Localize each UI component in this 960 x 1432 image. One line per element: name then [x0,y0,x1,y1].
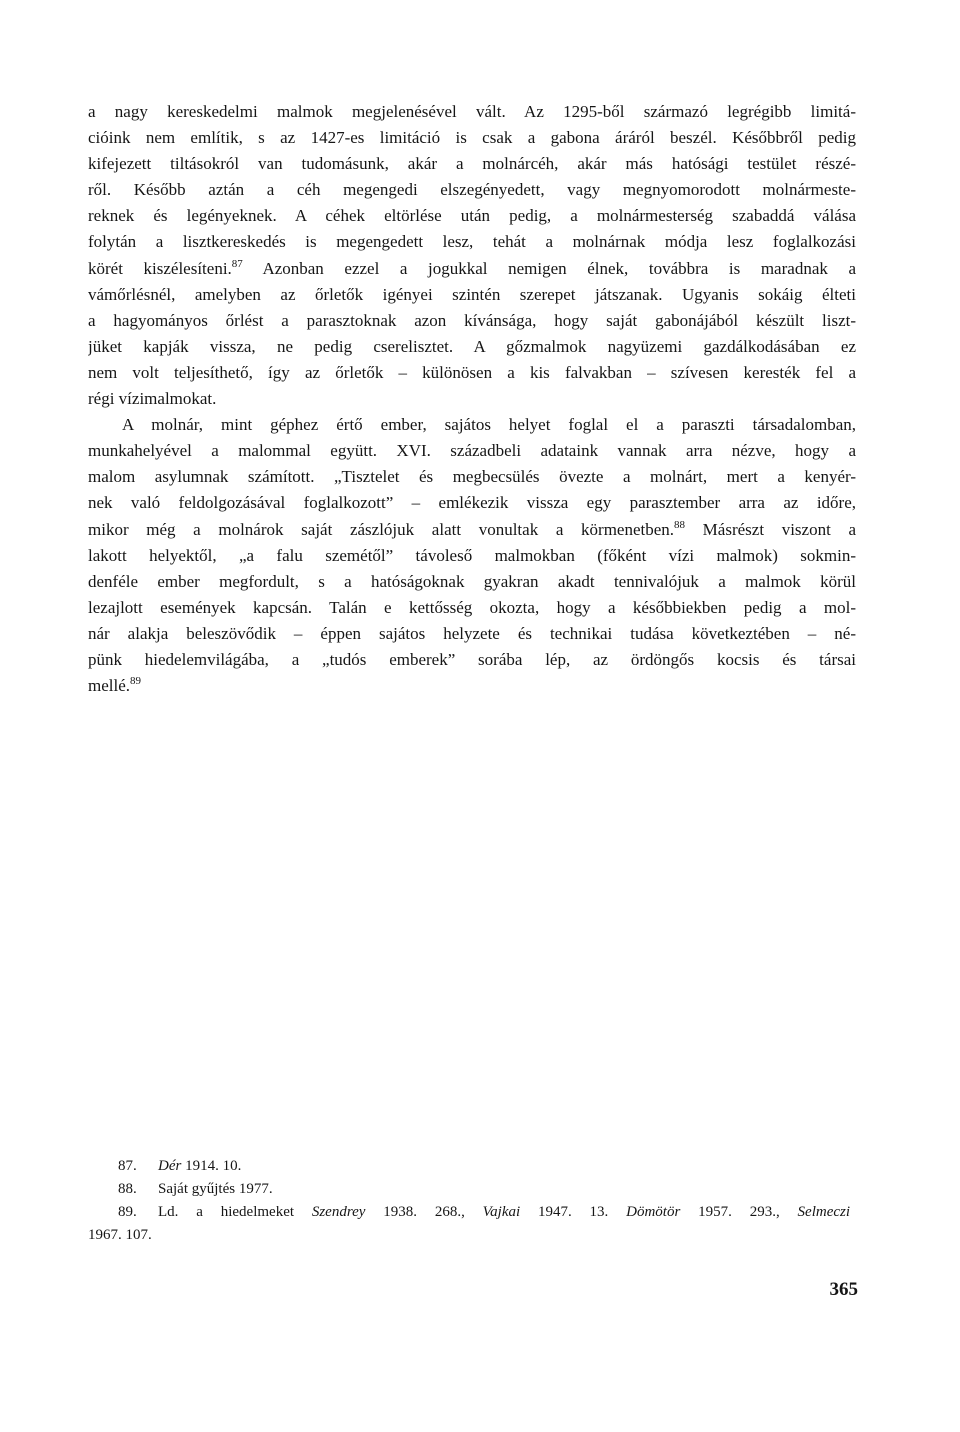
text-line [88,125,856,151]
footnote-text [158,1178,850,1201]
footnote-author: Vajkai [482,1204,521,1220]
paragraph [88,99,856,412]
line-text: malom asylumnak számított. „Tisztelet és megbecsülés övezte a molnárt, mert a kenyér- [88,467,856,487]
line-text: nem volt teljesíthető, így az őrletők – különösen a kis falvakban – szívesen keresték fel a [88,362,856,382]
footnote-number: 89. [118,1204,137,1220]
text-line [88,256,856,282]
line-text: régi vízimalmokat. [88,389,217,409]
line-text: körét kiszélesíteni. [88,258,232,278]
footnote-text [158,1201,850,1224]
footnote [88,1155,850,1178]
footnote-number: 88. [118,1181,137,1197]
paragraph [88,412,856,699]
text-line [88,543,856,569]
footnote-author: Selmeczi [797,1204,850,1220]
text-line [88,569,856,595]
text-line [88,99,856,125]
footnote-reference: 89 [130,675,142,688]
line-text: nek való feldolgozásával foglalkozott” – emlékezik vissza egy parasztember arra az időre, [88,493,856,513]
text-line [88,438,856,464]
line-text-continued: Azonban ezzel a jogukkal nemigen élnek, továbbra is maradnak a [242,258,856,278]
text-line [88,490,856,516]
text-line [88,308,856,334]
line-text: folytán a lisztkereskedés is megengedett lesz, tehát a molnárnak módja lesz foglalkozási [88,232,856,252]
line-text: nár alakja beleszövődik – éppen sajátos helyzete és technikai tudása következtében – né- [88,623,856,643]
footnote-segment: 1914. 10. [181,1158,242,1174]
page-number: 365 [829,1279,858,1300]
text-line [88,229,856,255]
line-text: a hagyományos őrlést a parasztoknak azon kívánsága, hogy saját gabonájából készült liszt- [88,310,856,330]
line-text: mikor még a molnárok saját zászlójuk alatt vonultak a körmenetben. [88,519,675,539]
footnote-reference: 87 [231,257,243,270]
line-text: vámőrlésnél, amelyben az őrletők igényei szintén szerepet játszanak. Ugyanis sokáig élteti [88,284,856,304]
line-text: lezajlott események kapcsán. Talán e kettősség okozta, hogy a későbbiekben pedig a mol- [88,597,856,617]
footnote-reference: 88 [674,518,686,531]
text-line [88,360,856,386]
text-line [88,517,856,543]
footnote-segment: 1938. 268., [365,1204,483,1220]
text-line [88,464,856,490]
footnote [88,1201,850,1224]
footnote-author: Dömötör [626,1204,681,1220]
line-text: a nagy kereskedelmi malmok megjelenésével vált. Az 1295-ből származó legrégibb limitá- [88,102,856,121]
footnote-author: Szendrey [311,1204,366,1220]
text-line [88,595,856,621]
line-text: jüket kapják vissza, ne pedig cserelisztet. A gőzmalmok nagyüzemi gazdálkodásában ez [88,336,856,356]
footnote-segment: Ld. a hiedelmeket [158,1204,312,1220]
footnote-continuation: 1967. 107. [88,1227,152,1243]
text-line [88,647,856,673]
text-line [88,177,856,203]
line-text: ről. Később aztán a céh megengedi elszegényedett, vagy megnyomorodott molnármeste- [88,180,856,200]
line-text: munkahelyével a malommal együtt. XVI. századbeli adataink vannak arra nézve, hogy a [88,441,856,461]
line-text-continued: Másrészt viszont a [685,519,856,539]
text-line [88,621,856,647]
footnote-author: Dér [158,1158,182,1174]
footnote-segment: Saját gyűjtés 1977. [158,1181,273,1197]
body-text [88,99,856,699]
text-line [88,334,856,360]
footnote [88,1178,850,1201]
text-line [88,673,856,699]
text-line [88,412,856,438]
footnote-segment: 1957. 293., [680,1204,798,1220]
line-text: cióink nem említik, s az 1427-es limitáció is csak a gabona áráról beszél. Későbbről pedig [88,128,856,148]
line-text: reknek és legényeknek. A céhek eltörlése után pedig, a molnármesterség szabaddá válása [88,206,856,226]
footnote-number: 87. [118,1158,137,1174]
line-text: denféle ember megfordult, s a hatóságoknak gyakran akadt tennivalójuk a malmok körül [88,571,856,591]
footnote-text [158,1155,850,1178]
footnote-segment: 1947. 13. [520,1204,627,1220]
text-line [88,203,856,229]
line-text: kifejezett tiltásokról van tudomásunk, akár a molnárcéh, akár más hatósági testület részé- [88,154,856,174]
footnotes [88,1155,850,1247]
text-line [88,282,856,308]
line-text: A molnár, mint géphez értő ember, sajátos helyet foglal el a paraszti társadalomban, [122,415,856,435]
text-line [88,386,856,412]
text-line [88,151,856,177]
line-text: lakott helyektől, „a falu szemétől” távoleső malmokban (főként vízi malmok) sokmin- [88,545,856,565]
line-text: mellé. [88,676,131,696]
line-text: pünk hiedelemvilágába, a „tudós emberek” sorába lép, az ördöngős kocsis és társai [88,649,856,669]
